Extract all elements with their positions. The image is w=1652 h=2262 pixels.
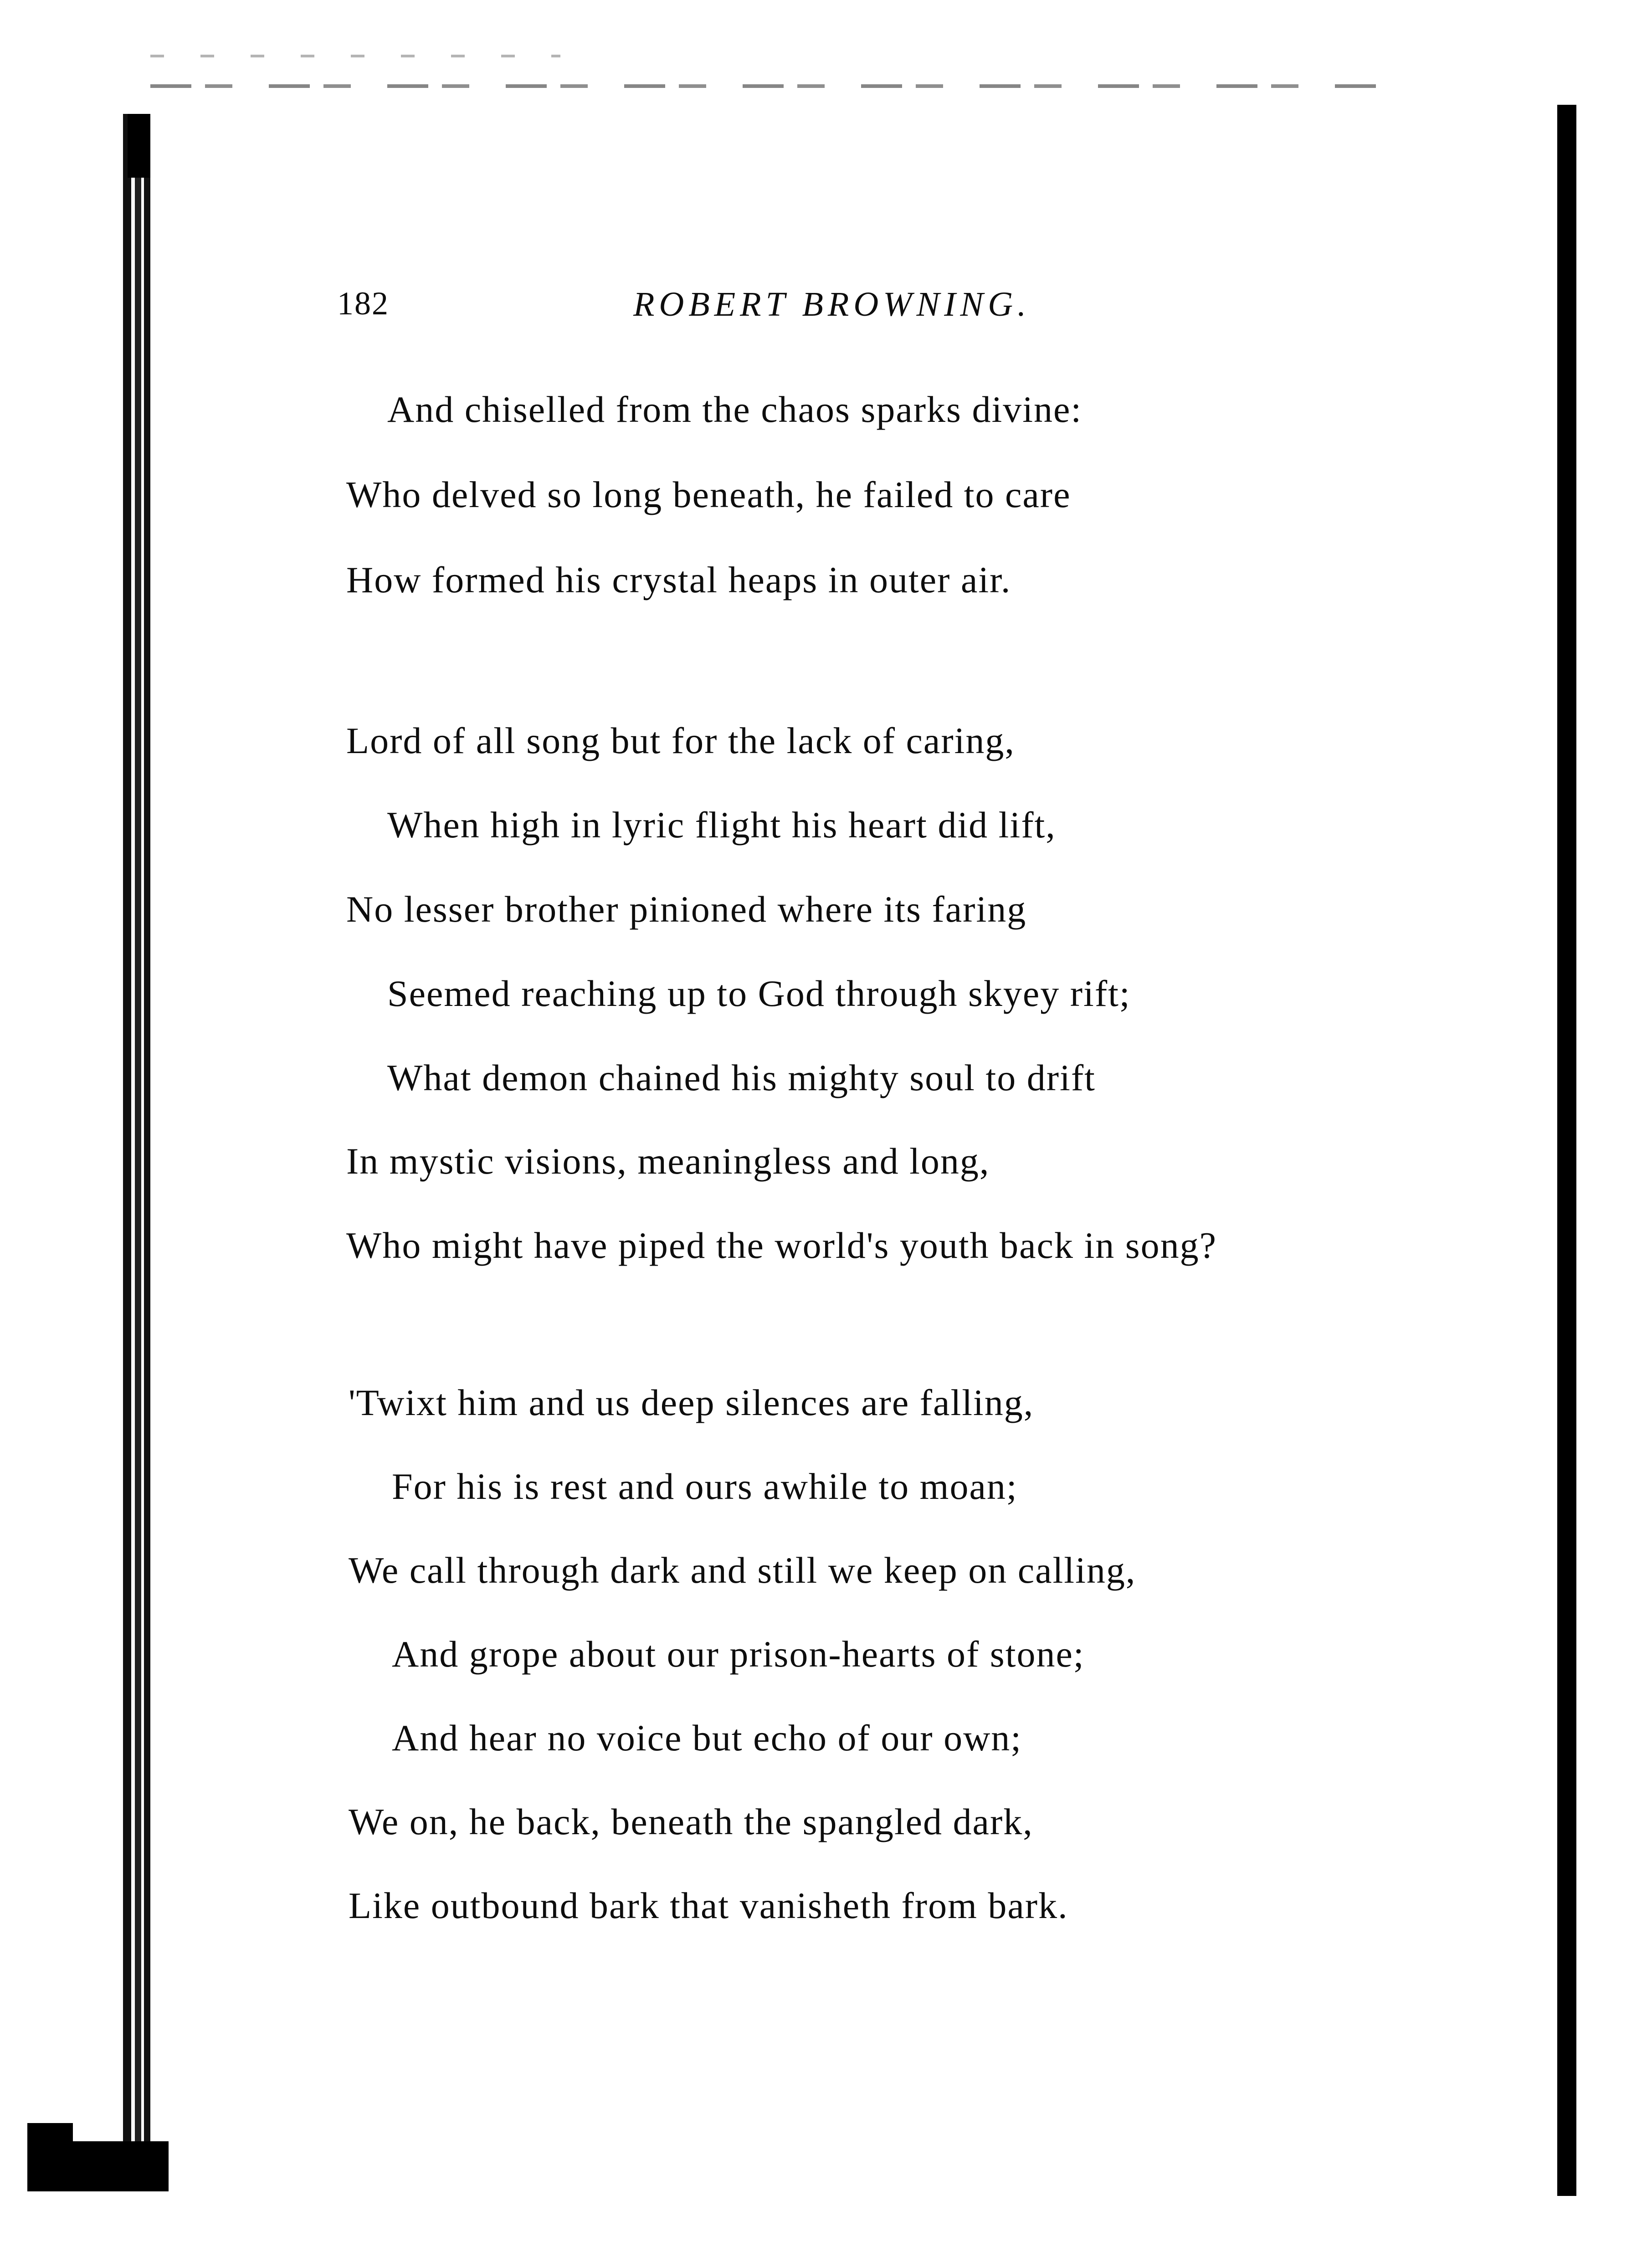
poem-line: No lesser brother pinioned where its faring [346,888,1027,930]
poem-line: We call through dark and still we keep on calling, [349,1549,1136,1591]
poem-line: Lord of all song but for the lack of caring, [346,720,1015,761]
left-binding-edge [123,114,155,2173]
running-title: ROBERT BROWNING. [633,285,1031,323]
poem-line: Seemed reaching up to God through skyey rift; [387,973,1131,1014]
left-binding-mark [128,114,150,178]
poem-line: Like outbound bark that vanisheth from bark. [349,1885,1068,1926]
poem-line: What demon chained his mighty soul to drift [387,1057,1096,1098]
poem-line: When high in lyric flight his heart did lift, [387,804,1056,846]
poem-line: And grope about our prison-hearts of stone; [392,1633,1085,1675]
poem-line: For his is rest and ours awhile to moan; [392,1466,1018,1507]
poem-line: In mystic visions, meaningless and long, [346,1140,990,1182]
page-number: 182 [337,285,389,322]
running-head [337,285,1112,335]
poem-line: Who might have piped the world's youth back in song? [346,1225,1217,1266]
poem-line: Who delved so long beneath, he failed to care [346,474,1071,515]
scan-top-rule [150,84,1380,88]
poem-line: And hear no voice but echo of our own; [392,1717,1022,1759]
scan-speckle [150,55,560,57]
poem-line: We on, he back, beneath the spangled dark, [349,1801,1033,1842]
poem-line: 'Twixt him and us deep silences are falling, [349,1382,1034,1423]
left-foot-mark [27,2141,169,2191]
poem-line: And chiselled from the chaos sparks divine: [387,389,1083,430]
right-page-edge [1557,105,1576,2196]
poem-line: How formed his crystal heaps in outer air. [346,559,1011,600]
